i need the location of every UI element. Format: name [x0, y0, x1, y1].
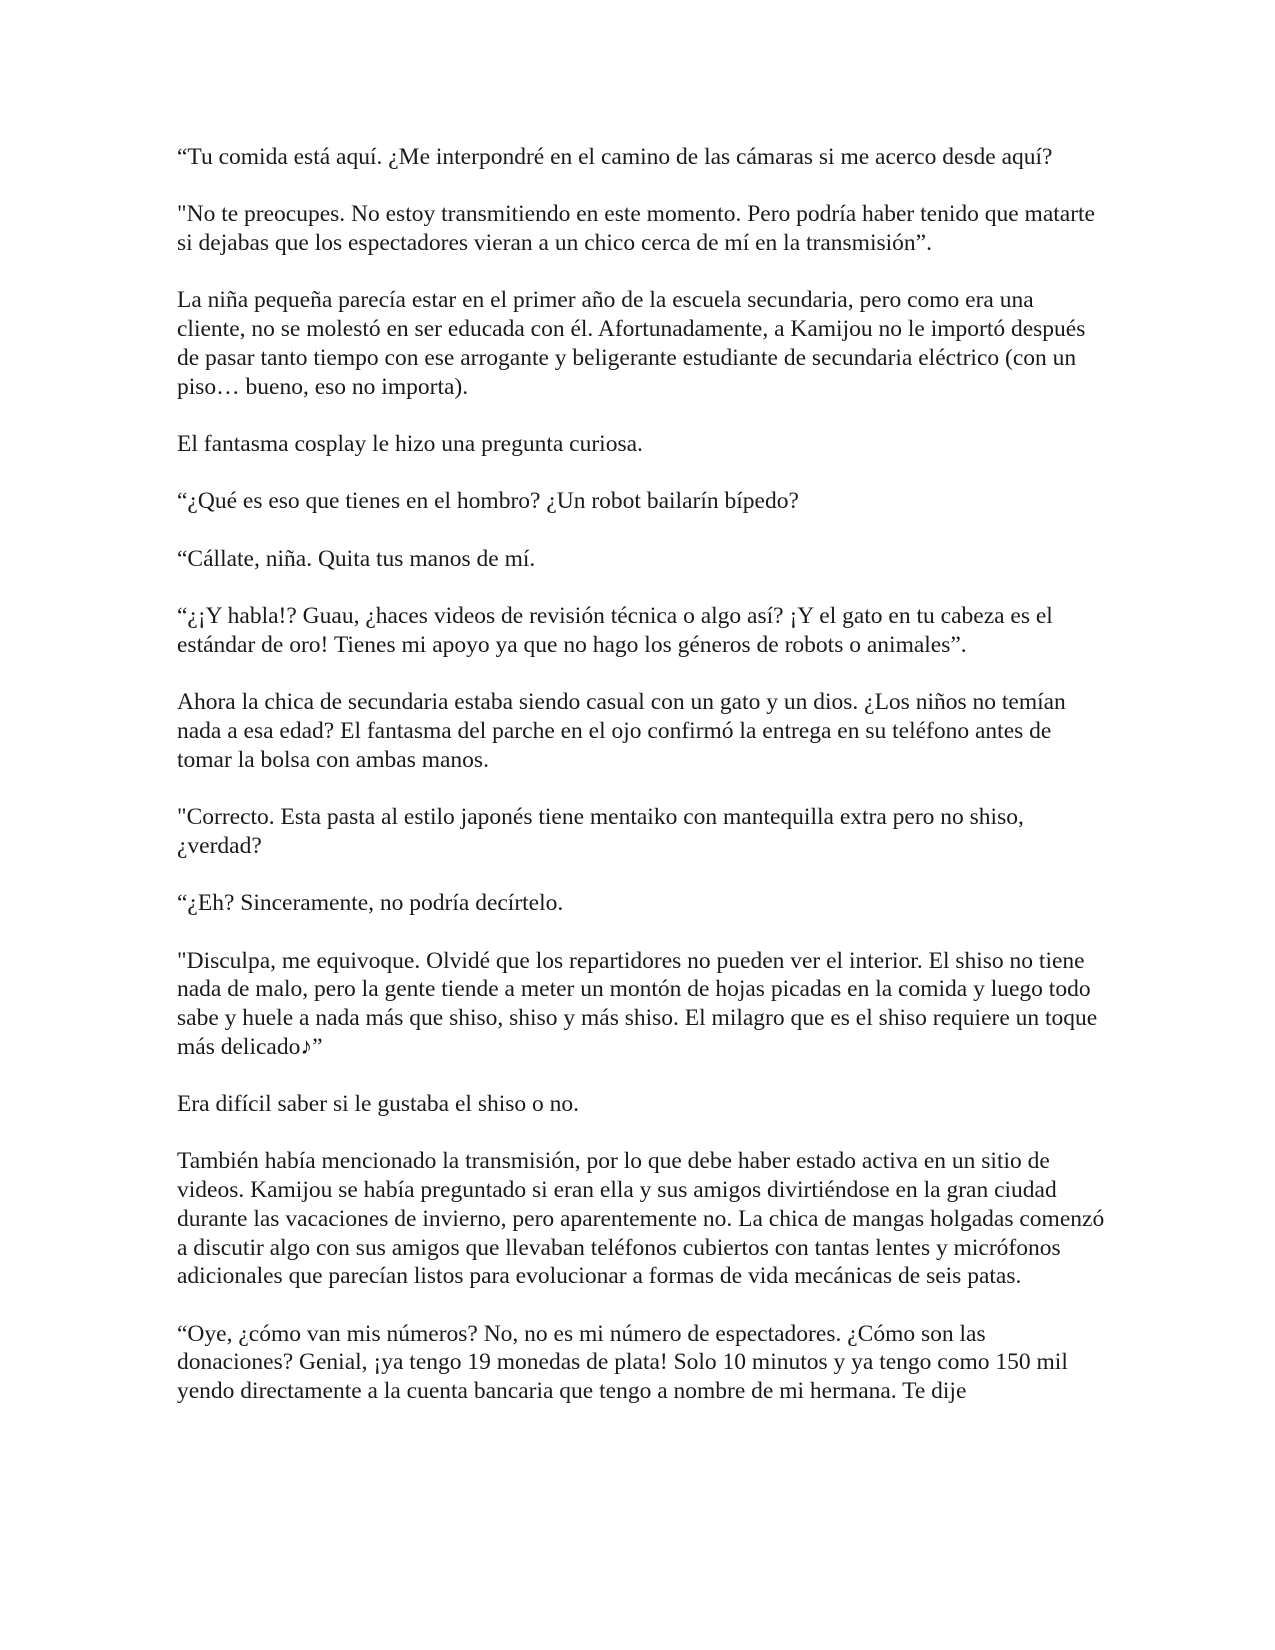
- paragraph-10: “¿Eh? Sinceramente, no podría decírtelo.: [177, 890, 564, 917]
- paragraph-1: “Tu comida está aquí. ¿Me interpondré en el camino de las cámaras si me acerco desde aquí?: [177, 144, 1053, 170]
- paragraph-9: "Correcto. Esta pasta al estilo japonés tiene mentaiko con mantequilla extra pero no shiso, ¿verdad?: [177, 804, 1024, 859]
- paragraph-12: Era difícil saber si le gustaba el shiso o no.: [177, 1091, 580, 1118]
- paragraph-2: "No te preocupes. No estoy transmitiendo en este momento. Pero podría haber tenido que matarte si dejabas que los espectadores vieran a un chico cerca de mí en la transmisión”.: [177, 201, 1095, 257]
- paragraph-7: “¿¡Y habla!? Guau, ¿haces videos de revisión técnica o algo así? ¡Y el gato en tu cabeza es el estándar de oro! Tienes mi apoyo ya que no hago los géneros de robots o animales”.: [177, 603, 1053, 658]
- document-page: [177, 143, 1107, 1434]
- paragraph-13: También había mencionado la transmisión, por lo que debe haber estado activa en un sitio de videos. Kamijou se había preguntado si eran ella y sus amigos divirtiéndose en la gran ciudad durante las vacaciones de invierno, pero aparentemente no. La chica de mangas holgadas comenzó a discutir algo con sus amigos que llevaban teléfonos cubiertos con tantas lentes y micrófonos adicionales que parecían listos para evolucionar a formas de vida mecánicas de seis patas.: [177, 1148, 1105, 1290]
- paragraph-3: La niña pequeña parecía estar en el primer año de la escuela secundaria, pero como era una cliente, no se molestó en ser educada con él. Afortunadamente, a Kamijou no le importó después de pasar tanto tiempo con ese arrogante y beligerante estudiante de secundaria eléctrico (con un piso… bueno, eso no importa).: [177, 287, 1086, 400]
- paragraph-4: El fantasma cosplay le hizo una pregunta curiosa.: [177, 430, 643, 457]
- paragraph-6: “Cállate, niña. Quita tus manos de mí.: [177, 545, 536, 572]
- paragraph-8: Ahora la chica de secundaria estaba siendo casual con un gato y un dios. ¿Los niños no temían nada a esa edad? El fantasma del parche en el ojo confirmó la entrega en su teléfono antes de tomar la bolsa con ambas manos.: [177, 689, 1066, 773]
- paragraph-5: “¿Qué es eso que tienes en el hombro? ¿Un robot bailarín bípedo?: [177, 488, 799, 515]
- paragraph-11: "Disculpa, me equivoque. Olvidé que los repartidores no pueden ver el interior. El shiso no tiene nada de malo, pero la gente tiende a meter un montón de hojas picadas en la comida y luego todo sabe y huele a nada más que shiso, shiso y más shiso. El milagro que es el shiso requiere un toque más delicado♪”: [177, 947, 1098, 1060]
- paragraph-14: “Oye, ¿cómo van mis números? No, no es mi número de espectadores. ¿Cómo son las donaciones? Genial, ¡ya tengo 19 monedas de plata! Solo 10 minutos y ya tengo como 150 mil yendo directamente a la cuenta bancaria que tengo a nombre de mi hermana. Te dije: [177, 1320, 1068, 1405]
